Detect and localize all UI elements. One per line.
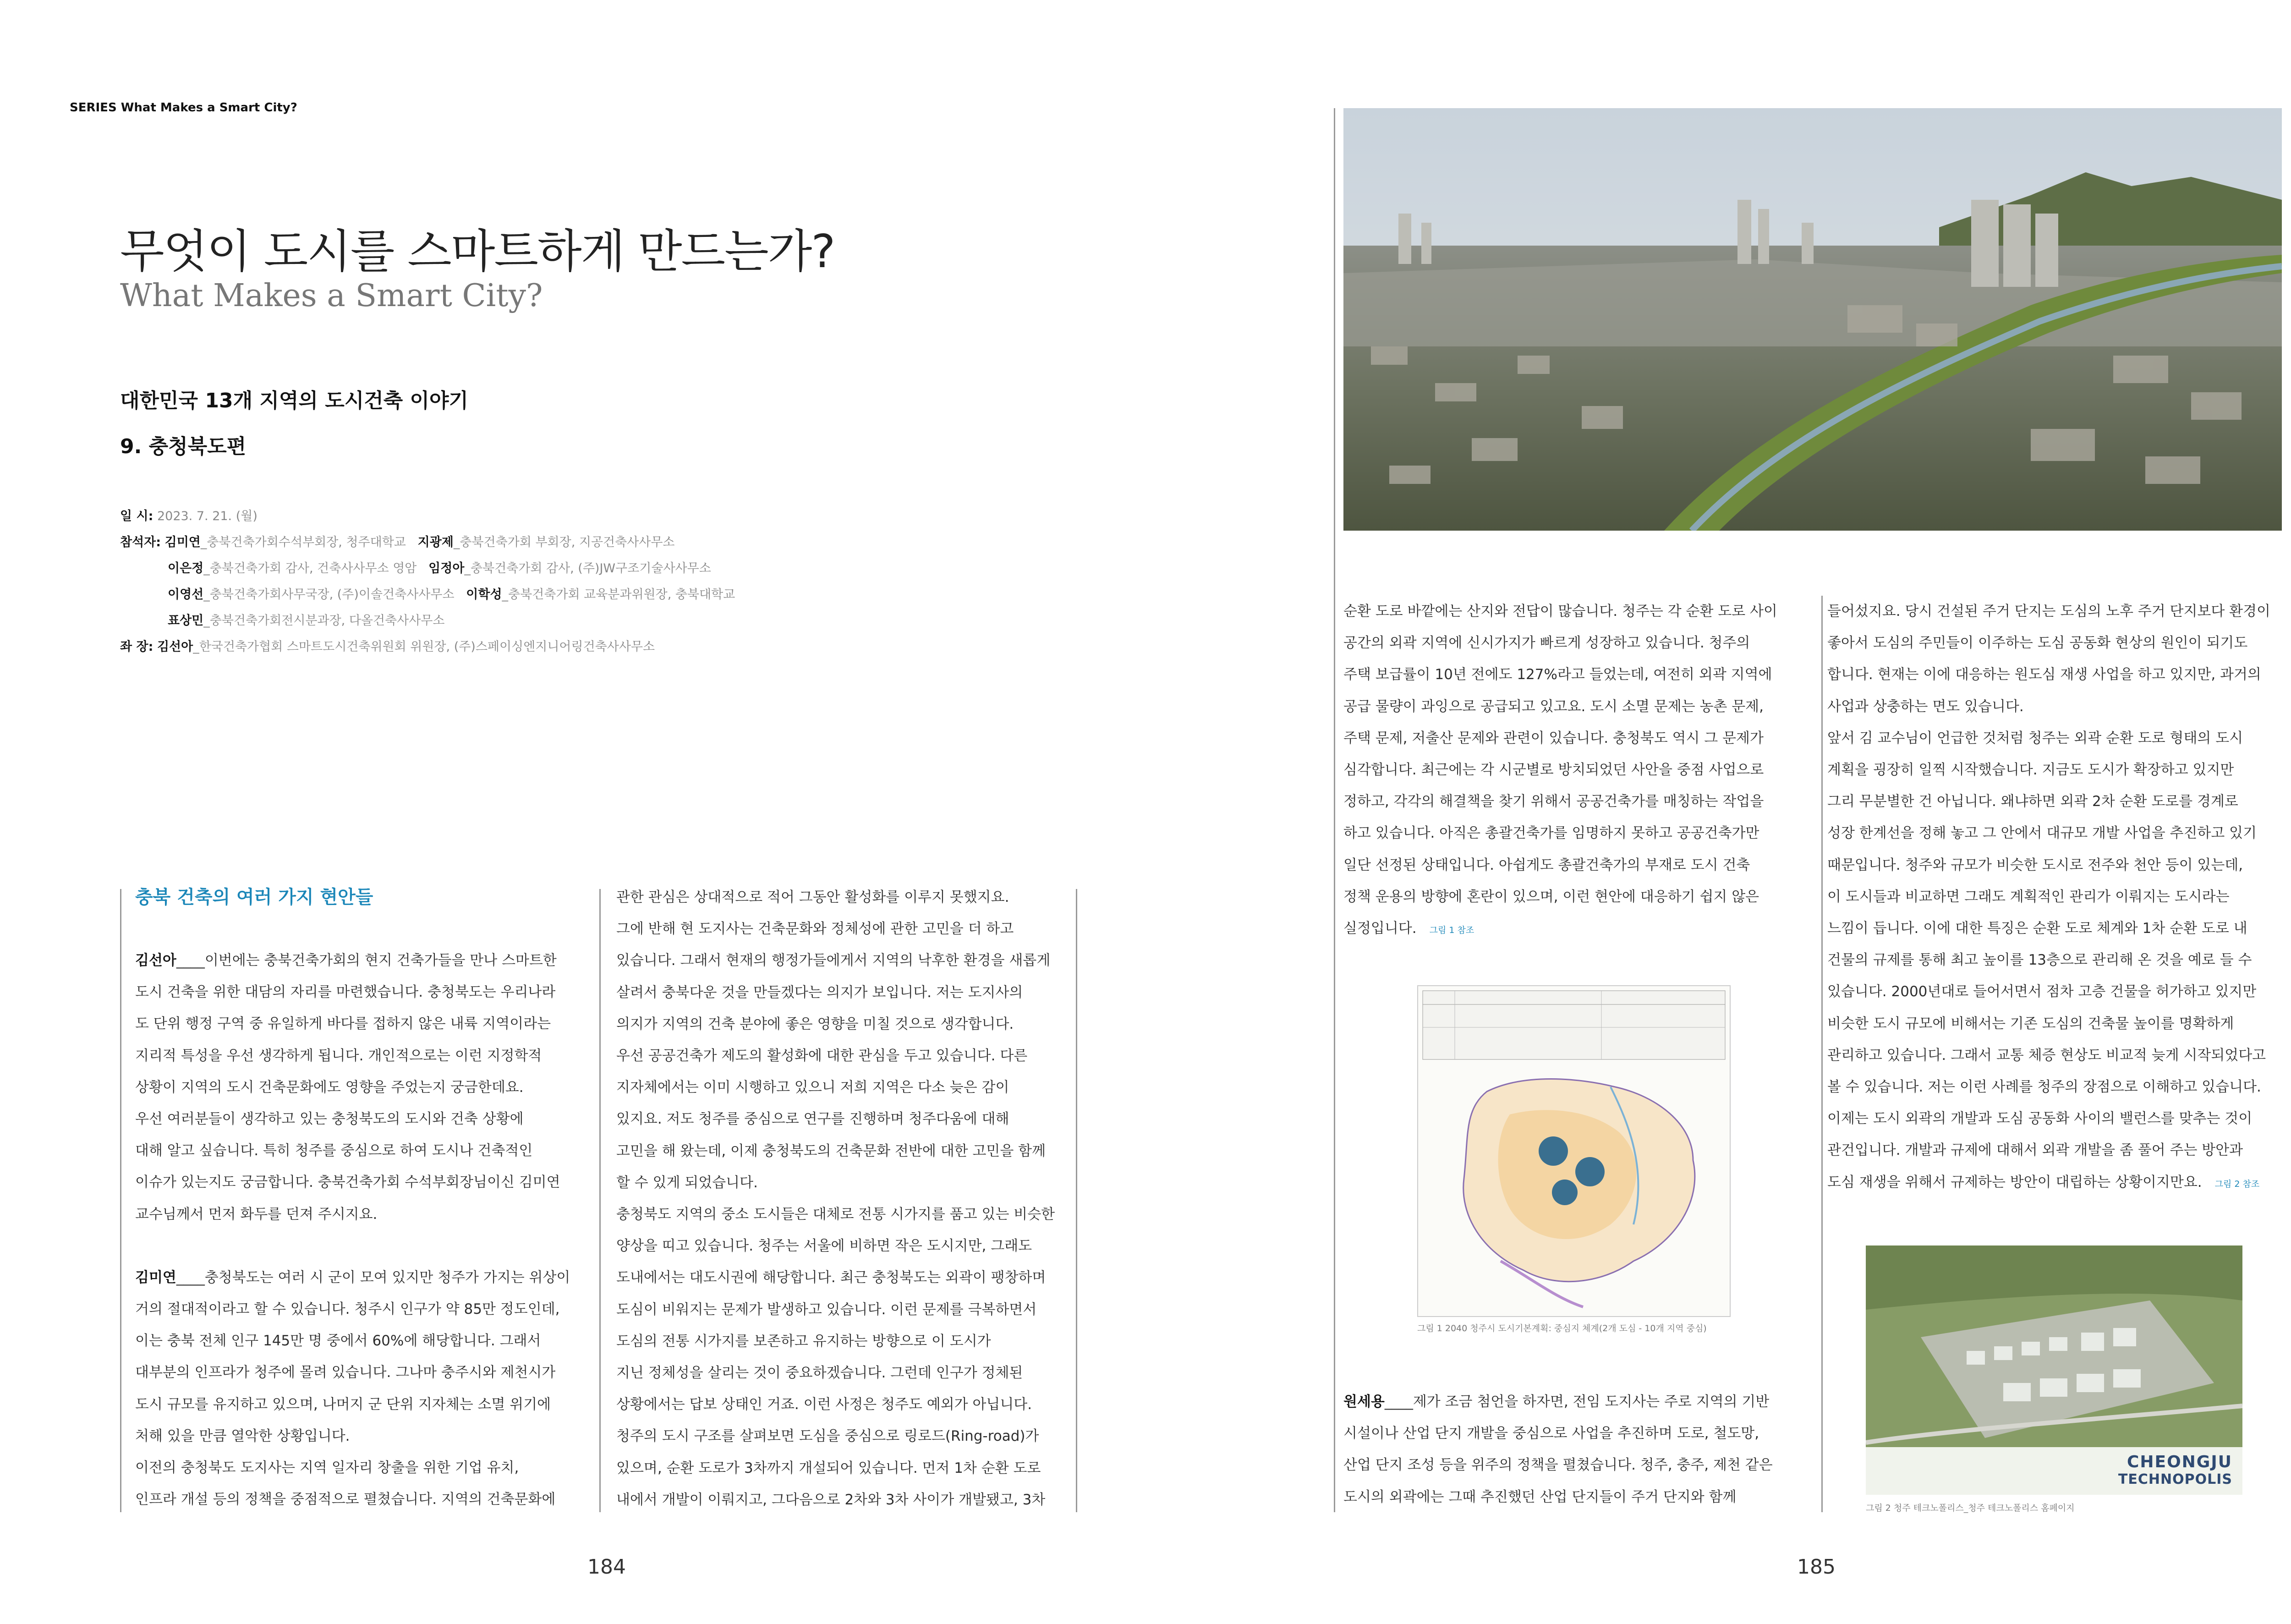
text-column-2 [616,882,1055,1516]
series-label: SERIES What Makes a Smart City? [70,101,297,115]
meta-chair-row [120,634,735,660]
speaker-name: 김선아 [135,952,176,969]
paragraph-line: 있습니다. 그래서 현재의 행정가들에게서 지역의 낙후한 환경을 새롭게 [616,952,1051,969]
paragraph-line: 이는 충북 전체 인구 145만 명 중에서 60%에 해당합니다. 그래서 [135,1333,541,1350]
participant-desc: _충북건축가회 부회장, 지공건축사사무소 [453,535,675,549]
subtitle-region-series: 대한민국 13개 지역의 도시건축 이야기 [120,389,469,412]
paragraph-line: 사업과 상충하는 면도 있습니다. [1827,698,2024,715]
meta-date-row [120,503,735,529]
paragraph-line: 건물의 규제를 통해 최고 높이를 13층으로 관리해 온 것을 예로 들 수 [1827,952,2252,969]
chair-desc: _한국건축가협회 스마트도시건축위원회 위원장, (주)스페이싱엔지니어링건축사사무소 [193,640,655,654]
paragraph-line: 지닌 정체성을 살리는 것이 중요하겠습니다. 그런데 인구가 정체된 [616,1365,1023,1382]
participant-name: 김미연 [164,535,201,549]
meta-info [120,503,735,660]
paragraph-line: 그에 반해 현 도지사는 건축문화와 정체성에 관한 고민을 더 하고 [616,921,1014,938]
paragraph-line: 일단 선정된 상태입니다. 아쉽게도 총괄건축가의 부재로 도시 건축 [1343,856,1750,873]
paragraph-line: 이전의 충청북도 도지사는 지역 일자리 창출을 위한 기업 유치, [135,1459,519,1476]
meta-participants-row-4 [120,608,735,634]
paragraph-line: 도심의 전통 시가지를 보존하고 유지하는 방향으로 이 도시가 [616,1333,991,1350]
paragraph-line: 도시 규모를 유지하고 있으며, 나머지 군 단위 지자체는 소멸 위기에 [135,1396,551,1413]
line-text: ____충청북도는 여러 시 군이 모여 있지만 청주가 가지는 위상이 [176,1269,570,1286]
aerial-city-illustration [1343,108,2282,531]
logo-line-1: CHEONGJU [2127,1453,2232,1471]
participant-name: 이영선 [168,587,204,602]
participant-desc: _충북건축가회 교육분과위원장, 충북대학교 [502,587,735,602]
paragraph-line [135,945,570,977]
paragraph-line [1343,913,1777,946]
urban-plan-map [1418,986,1730,1316]
paragraph-line: 거의 절대적이라고 할 수 있습니다. 청주시 인구가 약 85만 정도인데, [135,1301,560,1318]
meta-participants-row-3 [120,582,735,608]
paragraph-line: 양상을 띠고 있습니다. 청주는 서울에 비하면 작은 도시지만, 그래도 [616,1238,1032,1255]
speaker-name: 원세용 [1343,1394,1385,1410]
line-text: 실정입니다. [1343,920,1417,937]
paragraph-line: 때문입니다. 청주와 규모가 비슷한 도시로 전주와 천안 등이 있는데, [1827,856,2243,873]
paragraph-line: 성장 한계선을 정해 놓고 그 안에서 대규모 개발 사업을 추진하고 있기 [1827,825,2257,842]
technopolis-logo [2118,1454,2232,1488]
paragraph-line: 도 단위 행정 구역 중 유일하게 바다를 접하지 않은 내륙 지역이라는 [135,1015,551,1032]
paragraph-line: 주택 보급률이 10년 전에도 127%라고 들었는데, 여전히 외곽 지역에 [1343,666,1772,683]
paragraph-line: 그리 무분별한 건 아닙니다. 왜냐하면 외곽 2차 순환 도로를 경계로 [1827,793,2238,810]
participant-name: 이학성 [466,587,502,602]
participant-desc: _충북건축가회 감사, 건축사사무소 영암 [203,561,417,576]
column-rule [1076,889,1077,1512]
paragraph-line: 상황에서는 답보 상태인 거죠. 이런 사정은 청주도 예외가 아닙니다. [616,1396,1032,1413]
paragraph-line: 지리적 특성을 우선 생각하게 됩니다. 개인적으로는 이런 지정학적 [135,1047,542,1064]
paragraph-line: 있으며, 순환 도로가 3차까지 개설되어 있습니다. 먼저 1차 순환 도로 [616,1459,1041,1476]
figure-1-caption: 그림 1 2040 청주시 도시기본계획: 중심지 체계(2개 도심 - 10개 지역 중심) [1417,1323,1707,1333]
paragraph-line: 대부분의 인프라가 청주에 몰려 있습니다. 그나마 충주시와 제천시가 [135,1364,556,1381]
column-rule [599,889,601,1512]
page-title-korean: 무엇이 도시를 스마트하게 만드는가? [120,225,835,278]
chair-name: 김선아 [157,640,193,654]
meta-participants-label: 참석자: [120,535,161,549]
figure-2-technopolis [1866,1245,2242,1495]
figure-1-map [1417,985,1731,1317]
paragraph-line: 내에서 개발이 이뤄지고, 그다음으로 2차와 3차 사이가 개발됐고, 3차 [616,1491,1046,1508]
meta-chair-label: 좌 장: [120,640,153,654]
paragraph-line [1827,1167,2270,1200]
paragraph-line: 시설이나 산업 단지 개발을 중심으로 사업을 추진하며 도로, 철도망, [1343,1425,1759,1442]
paragraph-line: 계획을 굉장히 일찍 시작했습니다. 지금도 도시가 확장하고 있지만 [1827,762,2234,779]
paragraph-line: 이슈가 있는지도 궁금합니다. 충북건축가회 수석부회장님이신 김미연 [135,1174,560,1191]
paragraph-line: 이 도시들과 비교하면 그래도 계획적인 관리가 이뤄지는 도시라는 [1827,888,2230,905]
subtitle-episode: 9. 충청북도편 [120,435,247,458]
paragraph-line: 상황이 지역의 도시 건축문화에도 영향을 주었는지 궁금한데요. [135,1079,524,1096]
column-rule [1334,108,1335,1512]
paragraph-line: 비슷한 도시 규모에 비해서는 기존 도심의 건축물 높이를 명확하게 [1827,1015,2234,1032]
paragraph-line: 교수님께서 먼저 화두를 던져 주시지요. [135,1206,378,1223]
paragraph-line: 도심이 비워지는 문제가 발생하고 있습니다. 이런 문제를 극복하면서 [616,1301,1037,1318]
paragraph-line: 관한 관심은 상대적으로 적어 그동안 활성화를 이루지 못했지요. [616,889,1009,905]
column-rule [1821,596,1823,1512]
line-text: ____제가 조금 첨언을 하자면, 전임 도지사는 주로 지역의 기반 [1384,1394,1770,1410]
paragraph-line: 의지가 지역의 건축 분야에 좋은 영향을 미칠 것으로 생각합니다. [616,1015,1014,1032]
meta-date-label: 일 시: [120,509,153,523]
text-column-3-lower [1343,1386,1773,1513]
meta-participants-row-1 [120,529,735,555]
paragraph-line: 좋아서 도심의 주민들이 이주하는 도심 공동화 현상의 원인이 되기도 [1827,635,2248,652]
paragraph-line: 도시 건축을 위한 대담의 자리를 마련했습니다. 충청북도는 우리나라 [135,984,556,1001]
paragraph-line: 우선 여러분들이 생각하고 있는 충청북도의 도시와 건축 상황에 [135,1111,524,1128]
paragraph-line: 정책 운용의 방향에 혼란이 있으며, 이런 현안에 대응하기 쉽지 않은 [1343,888,1759,905]
paragraph-line: 있지요. 저도 청주를 중심으로 연구를 진행하며 청주다움에 대해 [616,1111,1009,1128]
paragraph-line: 살려서 충북다운 것을 만들겠다는 의지가 보입니다. 저는 도지사의 [616,984,1023,1001]
section-heading: 충북 건축의 여러 가지 현안들 [135,887,373,908]
column-rule [120,889,121,1512]
participant-name: 지광제 [417,535,454,549]
speaker-name: 김미연 [135,1269,176,1286]
participant-name: 임정아 [428,561,465,576]
meta-participants-row-2 [120,555,735,582]
paragraph-line: 관리하고 있습니다. 그래서 교통 체증 현상도 비교적 늦게 시작되었다고 [1827,1047,2266,1064]
paragraph-line: 있습니다. 2000년대로 들어서면서 점차 고층 건물을 허가하고 있지만 [1827,983,2257,1000]
paragraph-line: 청주의 도시 구조를 살펴보면 도심을 중심으로 링로드(Ring-road)가 [616,1428,1039,1445]
paragraph-line: 하고 있습니다. 아직은 총괄건축가를 임명하지 못하고 공공건축가만 [1343,825,1759,842]
paragraph-line: 정하고, 각각의 해결책을 찾기 위해서 공공건축가를 매칭하는 작업을 [1343,793,1764,810]
paragraph-line: 느낌이 듭니다. 이에 대한 특징은 순환 도로 체계와 1차 순환 도로 내 [1827,920,2247,937]
paragraph-line: 산업 단지 조성 등을 위주의 정책을 펼쳤습니다. 청주, 충주, 제천 같은 [1343,1457,1773,1474]
paragraph-line: 지자체에서는 이미 시행하고 있으니 저희 지역은 다소 늦은 감이 [616,1079,1009,1096]
text-column-4 [1827,596,2270,1200]
paragraph-line: 볼 수 있습니다. 저는 이런 사례를 청주의 장점으로 이해하고 있습니다. [1827,1079,2261,1096]
participant-desc: _충북건축가회수석부회장, 청주대학교 [200,535,406,549]
paragraph-line: 주택 문제, 저출산 문제와 관련이 있습니다. 충청북도 역시 그 문제가 [1343,730,1764,746]
paragraph-line: 들어섰지요. 당시 건설된 주거 단지는 도심의 노후 주거 단지보다 환경이 [1827,603,2270,620]
paragraph-line: 할 수 있게 되었습니다. [616,1174,758,1191]
participant-desc: _충북건축가회전시분과장, 다올건축사사무소 [203,614,445,628]
paragraph-line: 처해 있을 만큼 열악한 상황입니다. [135,1427,350,1444]
participant-desc: _충북건축가회사무국장, (주)이솔건축사사무소 [203,587,455,602]
participant-name: 표상민 [168,614,204,628]
paragraph-line: 고민을 해 왔는데, 이제 충청북도의 건축문화 전반에 대한 고민을 함께 [616,1142,1046,1159]
line-text: ____이번에는 충북건축가회의 현지 건축가들을 만나 스마트한 [176,952,557,969]
logo-line-2: TECHNOPOLIS [2118,1471,2232,1487]
figure-reference: 그림 1 참조 [1429,925,1474,936]
participant-desc: _충북건축가회 감사, (주)JW구조기술사사무소 [464,561,711,576]
paragraph-line: 도내에서는 대도시권에 해당합니다. 최근 충청북도는 외곽이 팽창하며 [616,1269,1046,1286]
page-number-left: 184 [587,1555,626,1579]
figure-2-caption: 그림 2 청주 테크노폴리스_청주 테크노폴리스 홈페이지 [1866,1503,2075,1513]
figure-reference: 그림 2 참조 [2214,1179,2260,1189]
paragraph-line: 공급 물량이 과잉으로 공급되고 있고요. 도시 소멸 문제는 농촌 문제, [1343,698,1764,715]
line-text: 도심 재생을 위해서 규제하는 방안이 대립하는 상황이지만요. [1827,1174,2202,1191]
paragraph-line: 인프라 개설 등의 정책을 중점적으로 펼쳤습니다. 지역의 건축문화에 [135,1491,556,1508]
paragraph-line: 이제는 도시 외곽의 개발과 도심 공동화 사이의 밸런스를 맞추는 것이 [1827,1110,2253,1127]
paragraph-line: 관건입니다. 개발과 규제에 대해서 외곽 개발을 좀 풀어 주는 방안과 [1827,1142,2243,1159]
participant-name: 이은정 [168,561,204,576]
page-title-english: What Makes a Smart City? [120,278,543,314]
aerial-city-photo [1343,108,2282,531]
paragraph-line: 앞서 김 교수님이 언급한 것처럼 청주는 외곽 순환 도로 형태의 도시 [1827,730,2243,746]
paragraph-line: 도시의 외곽에는 그때 추진했던 산업 단지들이 주거 단지와 함께 [1343,1488,1737,1505]
paragraph-line: 대해 알고 싶습니다. 특히 청주를 중심으로 하여 도시나 건축적인 [135,1142,533,1159]
paragraph-line: 심각합니다. 최근에는 각 시군별로 방치되었던 사안을 중점 사업으로 [1343,762,1764,779]
paragraph-line [135,1262,570,1294]
paragraph-line: 충청북도 지역의 중소 도시들은 대체로 전통 시가지를 품고 있는 비슷한 [616,1206,1055,1223]
paragraph-line: 우선 공공건축가 제도의 활성화에 대한 관심을 두고 있습니다. 다른 [616,1048,1028,1064]
text-column-1 [135,882,570,1515]
paragraph-line: 합니다. 현재는 이에 대응하는 원도심 재생 사업을 하고 있지만, 과거의 [1827,666,2261,683]
paragraph-line [1343,1386,1773,1418]
page-number-right: 185 [1797,1555,1836,1579]
meta-date-value: 2023. 7. 21. (월) [157,509,258,523]
text-column-3 [1343,596,1777,946]
paragraph-line: 공간의 외곽 지역에 신시가지가 빠르게 성장하고 있습니다. 청주의 [1343,635,1750,652]
paragraph-line: 순환 도로 바깥에는 산지와 전답이 많습니다. 청주는 각 순환 도로 사이 [1343,603,1777,620]
